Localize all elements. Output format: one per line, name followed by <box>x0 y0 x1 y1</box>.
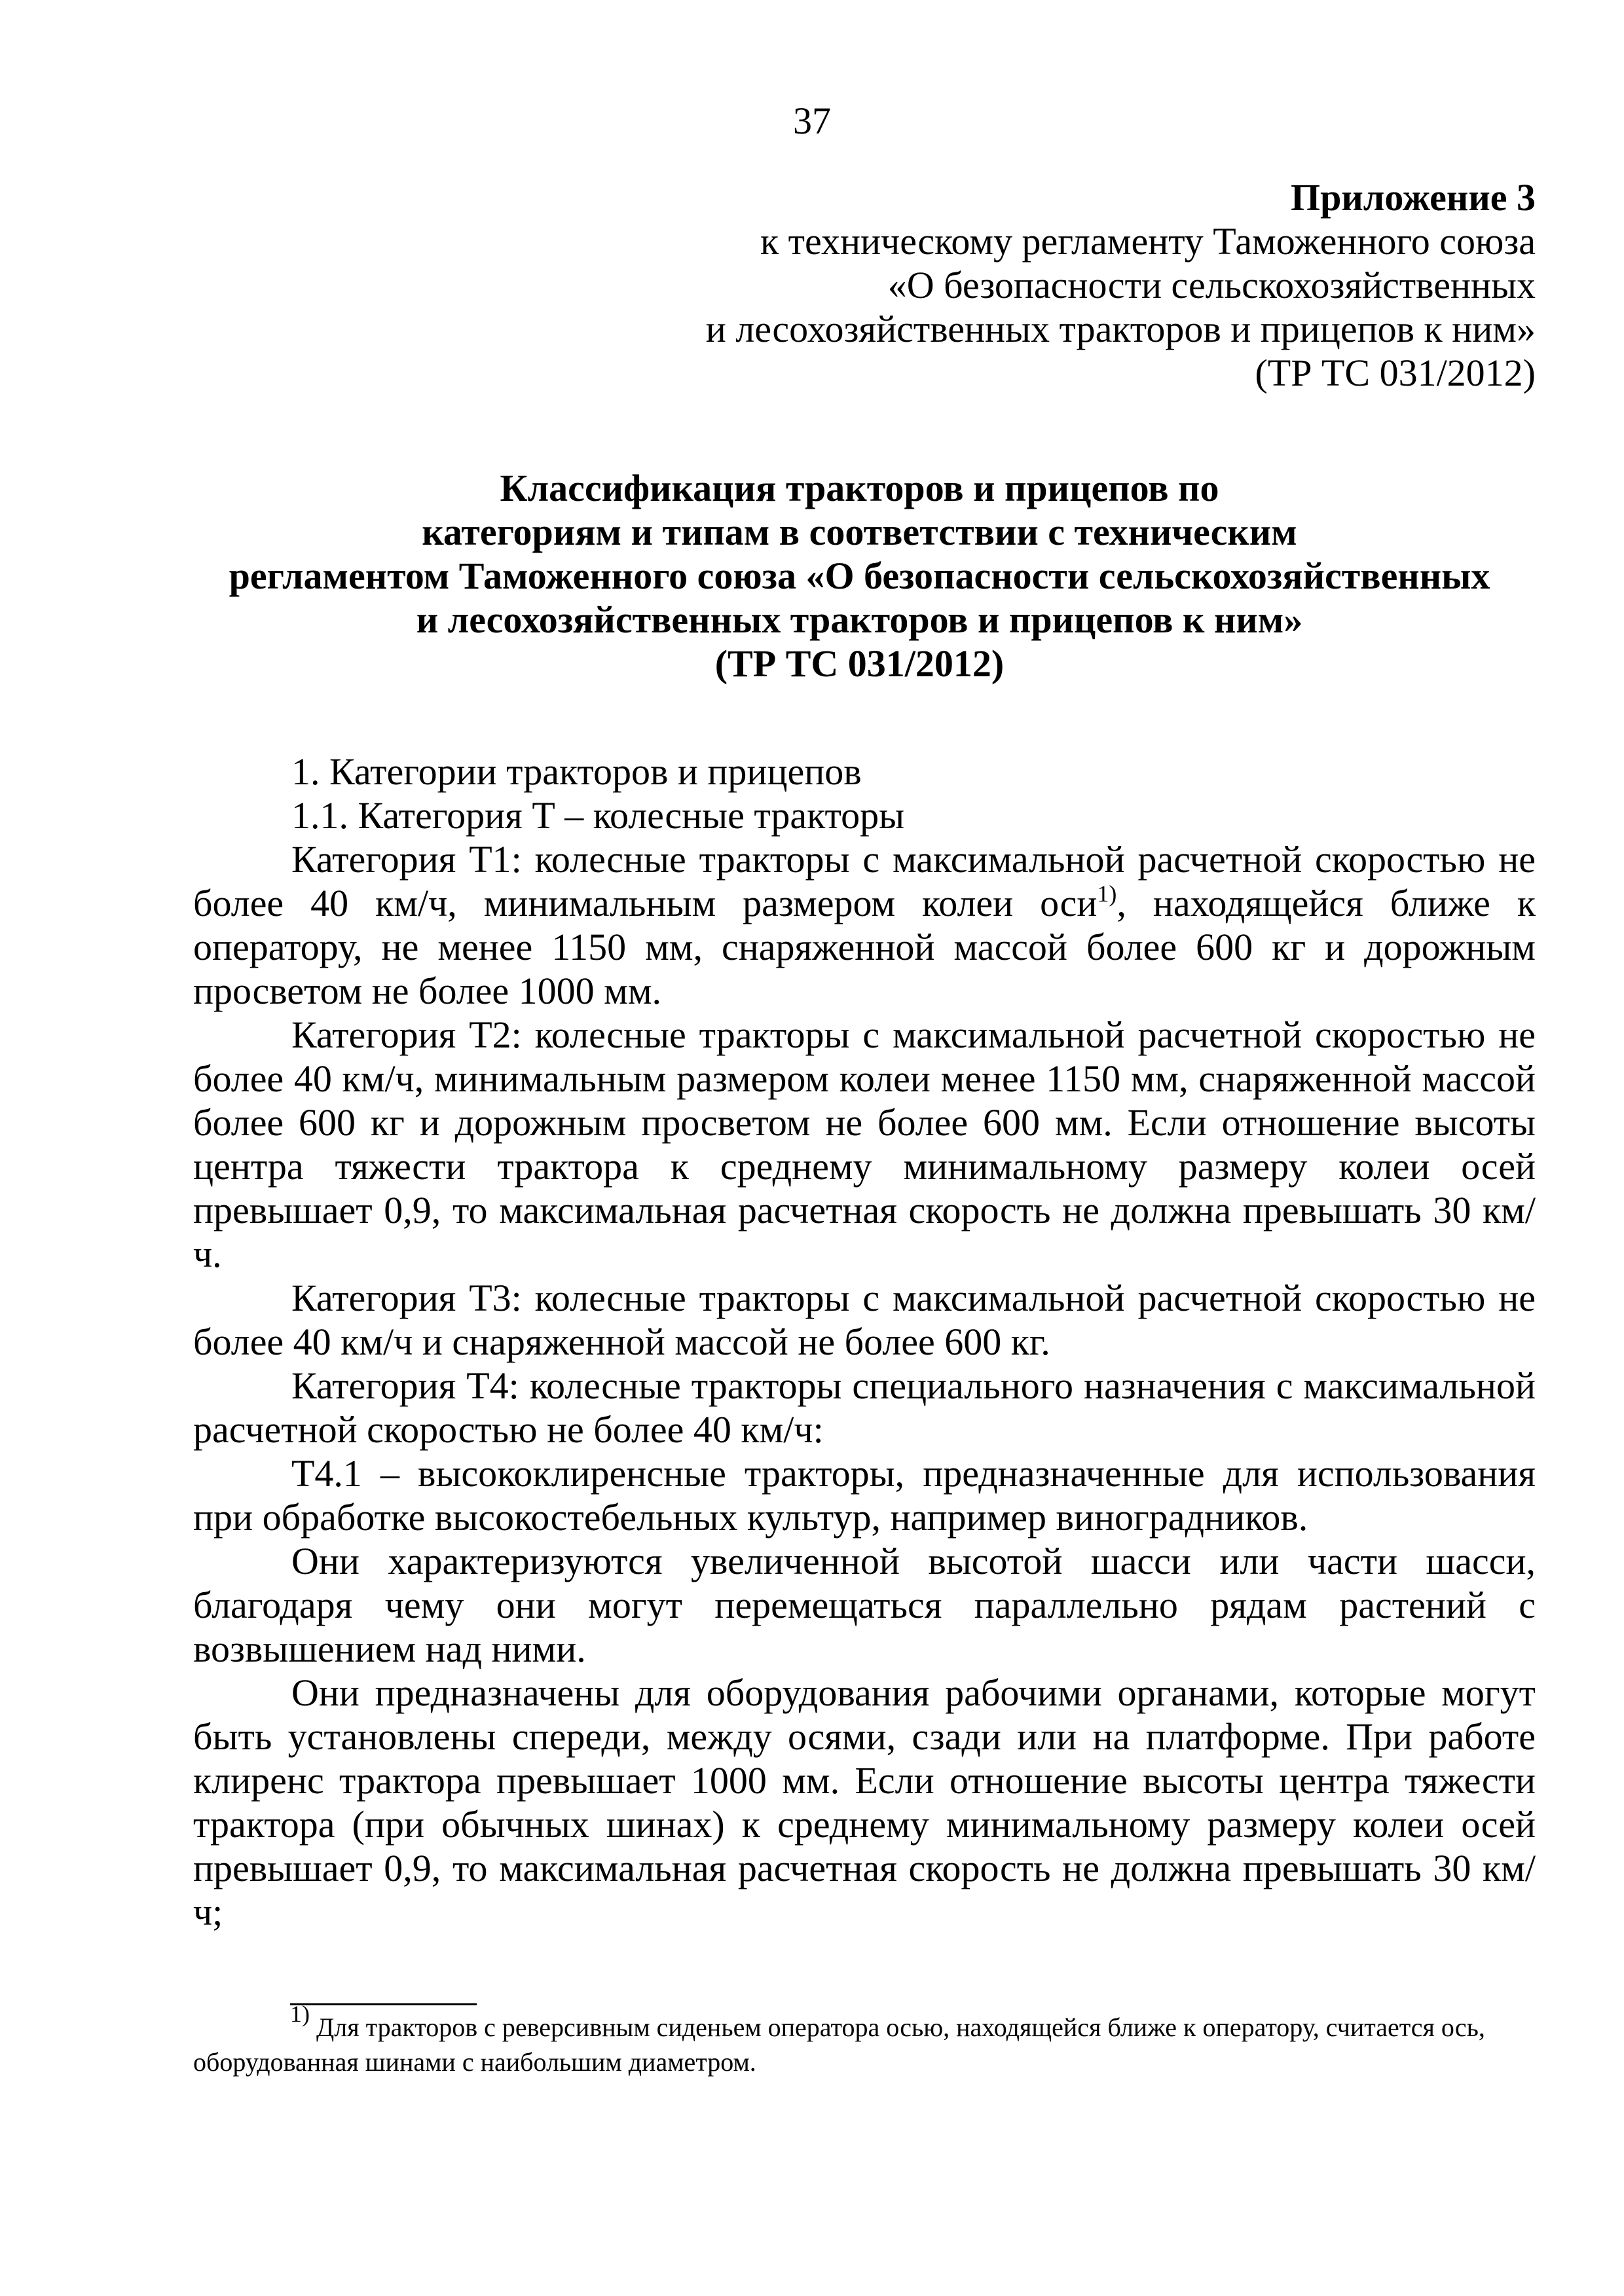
title-line: и лесохозяйственных тракторов и прицепов к ним» <box>416 598 1303 641</box>
title-line: Классификация тракторов и прицепов по <box>500 467 1219 509</box>
footnote-reference: 1) <box>1097 881 1117 907</box>
title-line: (ТР ТС 031/2012) <box>714 642 1005 685</box>
footnote-line <box>193 2001 1536 2045</box>
paragraph-characterized: Они характеризуются увеличенной высотой шасси или части шасси, благодаря чему они могут перемещаться параллельно рядам растений с возвышением над ними. <box>193 1540 1536 1670</box>
subsection-heading: 1.1. Категория Т – колесные тракторы <box>291 794 905 837</box>
t1-text-end: , находящейся ближе к оператору, не менее 1150 мм, снаряженной массой более 600 кг и дорожным просветом не более 1000 мм. <box>193 882 1536 1012</box>
paragraph-category-t4: Категория Т4: колесные тракторы специального назначения с максимальной расчетной скоростью не более 40 км/ч: <box>193 1364 1536 1451</box>
appendix-heading: Приложение 3 <box>1291 176 1536 219</box>
title-line: регламентом Таможенного союза «О безопасности сельскохозяйственных <box>229 555 1490 597</box>
document-body <box>193 750 1536 1934</box>
footnote-text-2: оборудованная шинами с наибольшим диаметром. <box>193 2047 756 2077</box>
page-number: 37 <box>793 100 831 142</box>
paragraph-intended: Они предназначены для оборудования рабочими органами, которые могут быть установлены спереди, между осями, сзади или на платформе. При работе клиренс трактора превышает 1000 мм. Если отношение высоты центра тяжести трактора (при обычных шинах) к среднему минимальному размеру колеи осей превышает 0,9, то максимальная расчетная скорость не должна превышать 30 км/ч; <box>193 1671 1536 1933</box>
appendix-header <box>655 175 1536 395</box>
title-line: категориям и типам в соответствии с техническим <box>422 511 1297 553</box>
appendix-line: (ТР ТС 031/2012) <box>1255 352 1536 394</box>
t1-text-start: Категория Т1: колесные тракторы с максимальной расчетной скоростью не более 40 км/ч, минимальным размером колеи оси <box>193 838 1536 924</box>
footnote-separator <box>290 2003 477 2005</box>
paragraph-category-t4-1: Т4.1 – высококлиренсные тракторы, предназначенные для использования при обработке высокостебельных культур, например виноградников. <box>193 1452 1536 1539</box>
appendix-line: и лесохозяйственных тракторов и прицепов к ним» <box>705 308 1536 350</box>
appendix-line: «О безопасности сельскохозяйственных <box>887 264 1536 306</box>
document-title <box>183 466 1536 685</box>
footnote-mark: 1) <box>290 2001 310 2027</box>
paragraph-category-t3: Категория Т3: колесные тракторы с максимальной расчетной скоростью не более 40 км/ч и снаряженной массой не более 600 кг. <box>193 1277 1536 1363</box>
paragraph-category-t1 <box>193 837 1536 1013</box>
appendix-line: к техническому регламенту Таможенного союза <box>760 220 1536 263</box>
section-heading: 1. Категории тракторов и прицепов <box>291 750 862 793</box>
paragraph-category-t2: Категория Т2: колесные тракторы с максимальной расчетной скоростью не более 40 км/ч, минимальным размером колеи менее 1150 мм, снаряженной массой более 600 кг и дорожным просветом не более 600 мм. Если отношение высоты центра тяжести трактора к среднему минимальному размеру колеи осей превышает 0,9, то максимальная расчетная скорость не должна превышать 30 км/ч. <box>193 1013 1536 1275</box>
footnote-text-1: Для тракторов с реверсивным сиденьем оператора осью, находящейся ближе к оператору, считается ось, <box>310 2013 1485 2042</box>
footnote <box>193 2001 1536 2079</box>
